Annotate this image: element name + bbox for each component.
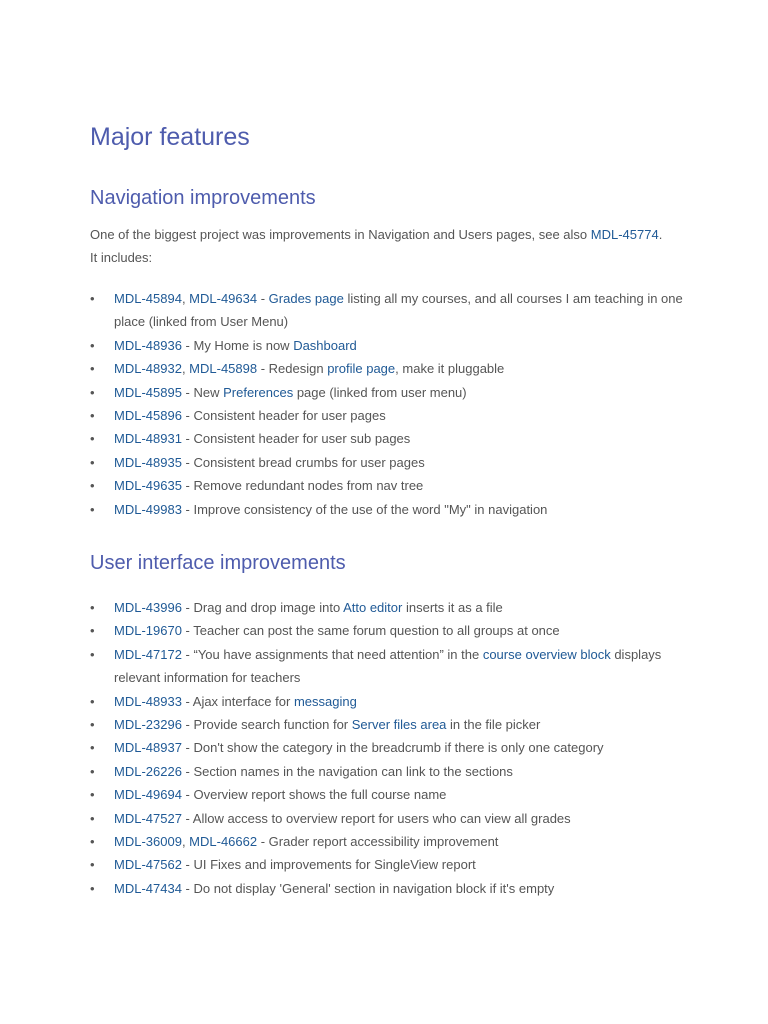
issue-link[interactable]: MDL-48933 — [114, 693, 182, 709]
bullet-icon: • — [90, 880, 95, 896]
list-item — [90, 690, 690, 713]
bullet-icon: • — [90, 834, 95, 850]
feature-link[interactable]: Atto editor — [343, 600, 403, 615]
separator-text: , — [181, 834, 190, 850]
issue-link[interactable]: MDL-49634 — [189, 291, 258, 306]
item-text: , make it pluggable — [395, 361, 505, 377]
bullet-icon: • — [90, 454, 95, 470]
feature-link[interactable]: course overview block — [482, 646, 611, 662]
list-item — [90, 381, 690, 404]
bullet-icon: • — [90, 787, 95, 803]
item-text: - UI Fixes and improvements for SingleView report — [181, 857, 476, 873]
bullet-icon: • — [90, 646, 95, 662]
list-item — [90, 713, 690, 736]
bullet-icon: • — [90, 291, 95, 306]
intro-text: One of the biggest project was improvements in Navigation and Users pages, see also — [90, 227, 591, 242]
list-item — [90, 357, 690, 380]
item-text: - Overview report shows the full course name — [181, 787, 447, 803]
item-text: - Consistent header for user sub pages — [181, 431, 411, 447]
issue-link[interactable]: MDL-45895 — [114, 384, 182, 400]
bullet-icon: • — [90, 600, 95, 615]
list-item — [90, 807, 690, 830]
issue-link[interactable]: MDL-45894 — [114, 291, 182, 306]
issue-link[interactable]: MDL-23296 — [114, 717, 182, 733]
feature-link[interactable]: profile page — [327, 361, 396, 377]
ui-improvements-heading: User interface improvements — [90, 552, 346, 574]
item-text: - Ajax interface for — [181, 693, 294, 709]
issue-link[interactable]: MDL-48936 — [114, 337, 182, 353]
bullet-icon: • — [90, 763, 95, 779]
page-title: Major features — [90, 123, 250, 151]
item-text: in the file picker — [446, 717, 541, 733]
list-item — [90, 287, 690, 334]
item-text: - New — [181, 384, 224, 400]
issue-link[interactable]: MDL-36009 — [114, 834, 182, 850]
issue-link[interactable]: MDL-26226 — [114, 763, 182, 779]
bullet-icon: • — [90, 740, 95, 756]
item-text: - Remove redundant nodes from nav tree — [181, 478, 424, 494]
list-item — [90, 334, 690, 357]
item-text: - Consistent header for user pages — [181, 408, 386, 424]
list-item — [90, 451, 690, 474]
issue-link[interactable]: MDL-43996 — [114, 600, 182, 615]
issue-link[interactable]: MDL-48935 — [114, 454, 182, 470]
navigation-list — [90, 287, 690, 521]
bullet-icon: • — [90, 501, 95, 517]
separator-text: , — [181, 291, 190, 306]
bullet-icon: • — [90, 478, 95, 494]
item-text: - Redesign — [257, 361, 328, 377]
item-text: - Allow access to overview report for users who can view all grades — [181, 810, 571, 826]
feature-link[interactable]: Grades page — [268, 291, 344, 306]
item-text: - Drag and drop image into — [181, 600, 344, 615]
list-item — [90, 427, 690, 450]
issue-link[interactable]: MDL-47434 — [114, 880, 182, 896]
feature-link[interactable]: Preferences — [223, 384, 294, 400]
item-text: - Do not display 'General' section in navigation block if it's empty — [181, 880, 555, 896]
feature-link[interactable]: messaging — [293, 693, 357, 709]
bullet-icon: • — [90, 384, 95, 400]
intro-line2: It includes: — [90, 250, 153, 265]
item-text: - Improve consistency of the use of the word "My" in navigation — [181, 501, 548, 517]
navigation-improvements-heading: Navigation improvements — [90, 187, 316, 209]
list-item — [90, 474, 690, 497]
issue-link[interactable]: MDL-47527 — [114, 810, 182, 826]
issue-link[interactable]: MDL-47172 — [114, 646, 182, 662]
item-text: inserts it as a file — [402, 600, 503, 615]
item-text: - Grader report accessibility improvement — [257, 834, 499, 850]
bullet-icon: • — [90, 361, 95, 377]
list-item — [90, 830, 690, 853]
issue-link[interactable]: MDL-19670 — [114, 623, 182, 639]
issue-link[interactable]: MDL-45896 — [114, 408, 182, 424]
item-text: listing all my courses, and all courses I am teaching in one place (linked from User Menu) — [114, 291, 683, 330]
ui-list — [90, 596, 690, 900]
list-item — [90, 498, 690, 521]
issue-link[interactable]: MDL-48931 — [114, 431, 182, 447]
bullet-icon: • — [90, 623, 95, 639]
list-item — [90, 877, 690, 900]
issue-link[interactable]: MDL-48932 — [114, 361, 182, 377]
item-text: - Provide search function for — [181, 717, 352, 733]
bullet-icon: • — [90, 431, 95, 447]
item-text: displays relevant information for teachers — [114, 646, 662, 686]
issue-link[interactable]: MDL-49694 — [114, 787, 182, 803]
item-text: page (linked from user menu) — [293, 384, 467, 400]
separator-text: , — [181, 361, 190, 377]
feature-link[interactable]: Dashboard — [293, 337, 357, 353]
item-text: - “You have assignments that need attention” in the — [181, 646, 483, 662]
item-text: - Teacher can post the same forum question to all groups at once — [181, 623, 560, 639]
list-item — [90, 596, 690, 619]
issue-link[interactable]: MDL-46662 — [189, 834, 258, 850]
bullet-icon: • — [90, 717, 95, 733]
issue-link[interactable]: MDL-47562 — [114, 857, 182, 873]
item-text: - Section names in the navigation can link to the sections — [181, 763, 513, 779]
list-item — [90, 853, 690, 876]
list-item — [90, 783, 690, 806]
list-item — [90, 643, 690, 690]
issue-link[interactable]: MDL-49635 — [114, 478, 182, 494]
bullet-icon: • — [90, 693, 95, 709]
issue-link[interactable]: MDL-48937 — [114, 740, 182, 756]
item-text: - — [257, 291, 269, 306]
bullet-icon: • — [90, 810, 95, 826]
bullet-icon: • — [90, 337, 95, 353]
item-text: - Consistent bread crumbs for user pages — [181, 454, 425, 470]
intro-end: . — [658, 227, 663, 242]
feature-link[interactable]: Server files area — [351, 717, 447, 733]
list-item — [90, 760, 690, 783]
list-item — [90, 736, 690, 759]
issue-link[interactable]: MDL-45898 — [189, 361, 258, 377]
issue-link[interactable]: MDL-49983 — [114, 501, 182, 517]
list-item — [90, 404, 690, 427]
bullet-icon: • — [90, 408, 95, 424]
intro-link[interactable]: MDL-45774 — [590, 227, 659, 242]
bullet-icon: • — [90, 857, 95, 873]
item-text: - My Home is now — [181, 337, 294, 353]
navigation-intro — [90, 223, 690, 269]
item-text: - Don't show the category in the breadcrumb if there is only one category — [181, 740, 604, 756]
list-item — [90, 619, 690, 642]
